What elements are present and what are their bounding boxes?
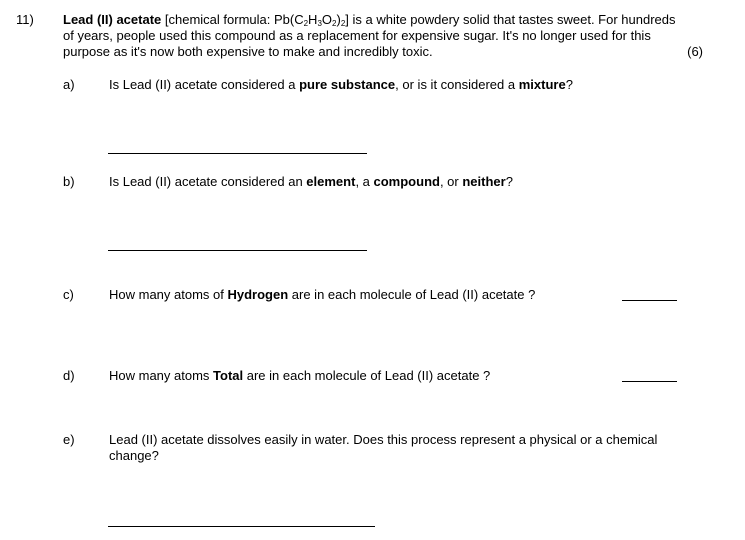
part-e-answer-line[interactable]: [108, 526, 375, 527]
part-b-text-1: Is Lead (II) acetate considered an: [109, 174, 307, 189]
part-b-text-3: , or: [439, 174, 463, 189]
formula-prefix: [chemical formula: Pb(C: [161, 12, 304, 27]
formula-sub-c: 2: [303, 19, 309, 28]
part-c-label: c): [63, 287, 74, 302]
part-b-label: b): [63, 174, 75, 189]
part-a-question: [109, 77, 573, 93]
part-d-bold-1: Total: [213, 368, 244, 383]
part-a-text-3: ?: [565, 77, 573, 92]
formula-close-paren: ): [336, 12, 341, 27]
part-a-text-1: Is Lead (II) acetate considered a: [109, 77, 300, 92]
part-c-question: [109, 287, 535, 303]
part-b-question: [109, 174, 513, 190]
part-b-text-2: , a: [355, 174, 374, 189]
formula-sub-h: 3: [317, 19, 322, 28]
part-b-bold-2: compound: [373, 174, 440, 189]
part-e-label: e): [63, 432, 75, 447]
part-d-text-2: are in each molecule of Lead (II) acetate ?: [243, 368, 491, 383]
part-b-bold-3: neither: [462, 174, 506, 189]
part-c-text-1: How many atoms of: [109, 287, 228, 302]
formula-sub-o: 2: [332, 19, 337, 28]
part-a-bold-1: pure substance: [299, 77, 396, 92]
part-a-bold-2: mixture: [518, 77, 566, 92]
formula-sub-outer: 2: [340, 19, 346, 28]
formula-h: H: [308, 12, 318, 27]
part-a-answer-line[interactable]: [108, 153, 367, 154]
points-value: (6): [687, 44, 703, 59]
part-d-answer-line[interactable]: [622, 381, 677, 382]
part-a-text-2: , or is it considered a: [395, 77, 519, 92]
question-intro: [63, 12, 683, 60]
part-d-question: [109, 368, 490, 384]
part-d-text-1: How many atoms: [109, 368, 214, 383]
part-e-question: Lead (II) acetate dissolves easily in water. Does this process represent a physical or a chemical change?: [109, 432, 658, 463]
part-c-answer-line[interactable]: [622, 300, 677, 301]
part-d-label: d): [63, 368, 75, 383]
part-a-label: a): [63, 77, 75, 92]
part-c-bold-1: Hydrogen: [227, 287, 289, 302]
part-b-text-4: ?: [505, 174, 513, 189]
compound-name: Lead (II) acetate: [63, 12, 162, 27]
question-number: 11): [16, 12, 34, 27]
part-c-text-2: are in each molecule of Lead (II) acetate ?: [288, 287, 536, 302]
part-b-answer-line[interactable]: [108, 250, 367, 251]
intro-rest: ] is a white powdery solid that tastes sweet. For hundreds of years, people used this compound as a replacement for expensive sugar. It's no longer used for this purpose as it's now both expensive to make and incredibly toxic.: [63, 12, 676, 59]
formula-o: O: [321, 12, 333, 27]
part-b-bold-1: element: [306, 174, 356, 189]
